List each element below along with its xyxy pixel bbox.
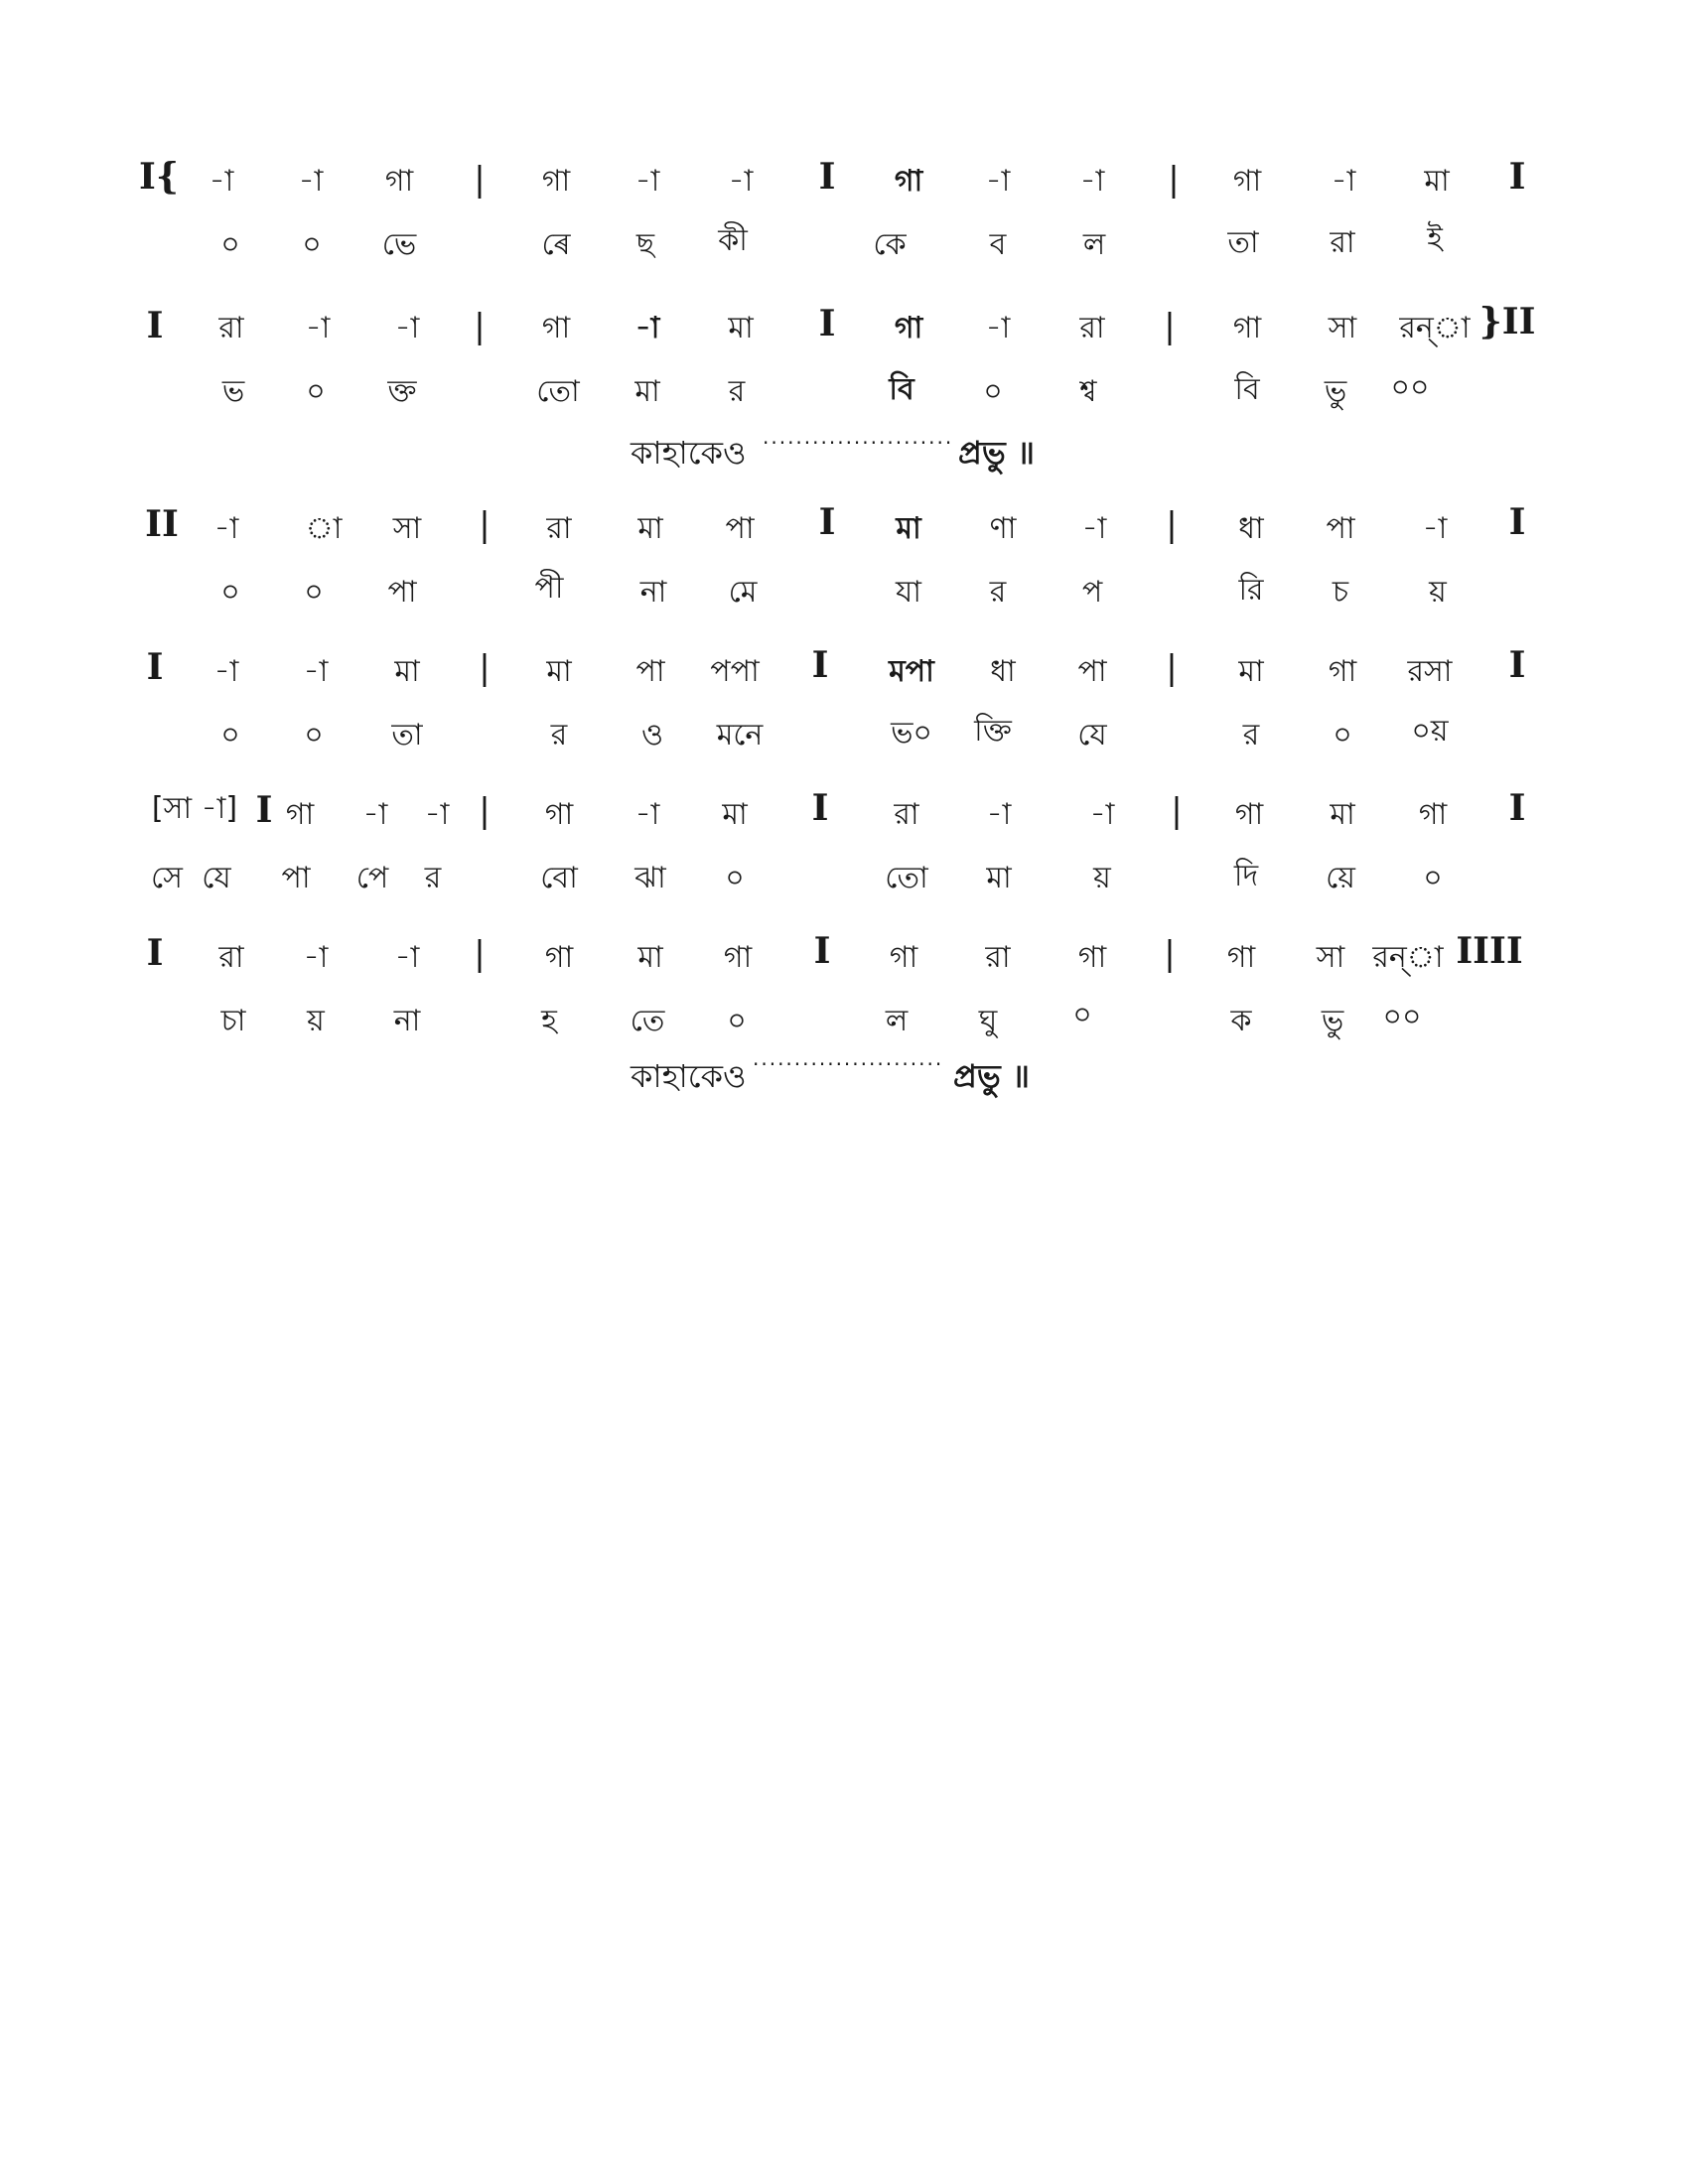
start-barline: I{: [139, 156, 179, 198]
lyric-syllable: র: [1242, 718, 1260, 752]
lyric-syllable: ০: [725, 861, 745, 895]
note: পা: [635, 654, 665, 689]
lyric-syllable: মা: [634, 374, 660, 409]
lyric-syllable: ০০: [1390, 370, 1430, 405]
lyric-syllable: চা: [220, 1004, 246, 1038]
note: -া: [305, 311, 331, 345]
note: গা: [285, 797, 315, 832]
beat-divider: |: [474, 307, 486, 346]
lyric-syllable: না: [393, 1004, 421, 1038]
note: -া: [634, 164, 660, 199]
lyric-syllable: কে: [873, 227, 907, 262]
lyric-syllable: পে: [355, 861, 389, 895]
note: গা: [544, 940, 574, 975]
note: মা: [1330, 797, 1355, 832]
lyric-syllable: ল: [1082, 227, 1106, 262]
lyric-syllable: ভ: [221, 374, 245, 409]
lyric-syllable: তো: [885, 861, 928, 895]
note: গা: [1232, 164, 1262, 199]
refrain-start: কাহাকেও: [631, 1057, 747, 1095]
note: রা: [546, 511, 572, 546]
refrain-start: কাহাকেও: [631, 434, 747, 472]
note: গা: [894, 164, 923, 199]
note: মা: [728, 311, 754, 345]
lyric-syllable: ০: [220, 575, 240, 610]
start-barline: II: [145, 503, 179, 545]
start-barline: I: [146, 932, 164, 974]
pickup-notes: [সা -া]: [151, 791, 238, 826]
barline: I: [1508, 501, 1526, 543]
lyric-syllable: ক্ত: [387, 374, 417, 409]
lyric-syllable: যে: [202, 861, 231, 895]
note: ধা: [990, 654, 1016, 689]
lyric-syllable: য়ে: [1326, 861, 1355, 895]
note: -া: [213, 654, 239, 689]
note: গা: [889, 940, 918, 975]
note: -া: [634, 311, 660, 345]
beat-divider: |: [474, 934, 486, 974]
barline: I: [1508, 156, 1526, 198]
barline: I: [818, 501, 836, 543]
beat-divider: |: [1166, 648, 1178, 688]
note: ধা: [1238, 511, 1264, 546]
note: মা: [722, 797, 748, 832]
lyric-syllable: র: [728, 374, 746, 409]
note: গা: [1328, 654, 1357, 689]
end-barline: }II: [1478, 301, 1536, 342]
note: -া: [298, 164, 324, 199]
beat-divider: |: [1168, 160, 1180, 200]
note: গা: [1226, 940, 1256, 975]
note: -া: [394, 940, 420, 975]
note: -া: [634, 797, 660, 832]
note: রা: [218, 940, 244, 975]
barline: I: [811, 644, 829, 686]
note: মপা: [889, 654, 934, 689]
note: মা: [896, 511, 921, 546]
note: া: [305, 511, 343, 546]
lyric-syllable: ভু: [1321, 1004, 1344, 1038]
note: মা: [1238, 654, 1264, 689]
note: -া: [213, 511, 239, 546]
lyric-syllable: মে: [728, 575, 758, 610]
note: সা: [1316, 940, 1345, 975]
note: -া: [394, 311, 420, 345]
lyric-syllable: ০: [1423, 861, 1443, 895]
note: ণা: [989, 511, 1017, 546]
note: মা: [637, 511, 663, 546]
note: রন্‌া: [1399, 311, 1471, 345]
lyric-syllable: মা: [986, 861, 1012, 895]
note: -া: [362, 797, 388, 832]
note: -া: [209, 164, 234, 199]
refrain-end: প্রভু ॥: [953, 1057, 1030, 1095]
barline: I: [1508, 644, 1526, 686]
note: সা: [392, 511, 422, 546]
lyric-syllable: চ: [1332, 575, 1349, 610]
lyric-syllable: ০: [727, 1004, 747, 1038]
note: গা: [384, 164, 414, 199]
beat-divider: |: [1164, 307, 1176, 346]
lyric-syllable: না: [639, 575, 667, 610]
lyric-syllable: ০: [304, 575, 324, 610]
lyric-syllable: পা: [387, 575, 417, 610]
lyric-syllable: তা: [391, 718, 423, 752]
lyric-syllable: বি: [1234, 372, 1260, 407]
beat-divider: |: [474, 160, 486, 200]
note: গা: [723, 940, 753, 975]
lyric-syllable: ভু: [1324, 374, 1347, 409]
lyric-syllable: ভে: [381, 227, 417, 262]
note: -া: [985, 311, 1011, 345]
lyric-syllable: তো: [536, 374, 580, 409]
lyric-syllable: সে: [151, 861, 183, 895]
lyric-syllable: ভ০: [891, 716, 932, 751]
barline: I: [818, 156, 836, 198]
note: রসা: [1407, 654, 1453, 689]
note: গা: [1232, 311, 1262, 345]
lyric-syllable: ০০: [1382, 1000, 1422, 1034]
lyric-syllable: যে: [1077, 718, 1107, 752]
note: রা: [1079, 311, 1105, 345]
lyric-syllable: ০: [1333, 718, 1352, 752]
lyric-syllable: ০: [220, 718, 240, 752]
lyric-syllable: রি: [1238, 573, 1264, 608]
lyric-syllable: ০য়: [1411, 714, 1449, 749]
lyric-syllable: প: [1081, 575, 1103, 610]
lyric-syllable: ০: [304, 718, 324, 752]
lyric-syllable: শ্ব: [1079, 374, 1097, 409]
beat-divider: |: [1166, 505, 1178, 545]
note: -া: [303, 940, 329, 975]
end-barline: IIII: [1456, 930, 1523, 972]
note: গা: [541, 311, 571, 345]
note: সা: [1328, 311, 1357, 345]
refrain-dots: ·······················: [753, 1052, 944, 1076]
lyric-syllable: ও: [640, 718, 664, 752]
lyric-syllable: র: [989, 575, 1007, 610]
beat-divider: |: [479, 505, 491, 545]
lyric-syllable: ই: [1427, 221, 1443, 256]
beat-divider: |: [479, 648, 491, 688]
barline: I: [818, 303, 836, 344]
lyric-syllable: ছ: [635, 227, 655, 262]
note: মা: [394, 654, 420, 689]
note: মা: [546, 654, 572, 689]
lyric-syllable: দি: [1233, 859, 1259, 893]
lyric-syllable: ক্তি: [974, 714, 1012, 749]
lyric-syllable: যা: [896, 575, 921, 610]
lyric-syllable: য়: [1429, 575, 1447, 610]
note: গা: [544, 797, 574, 832]
note: গা: [894, 311, 923, 345]
note: গা: [1418, 797, 1448, 832]
start-barline: I: [146, 305, 164, 346]
beat-divider: |: [479, 791, 491, 831]
note: রা: [985, 940, 1011, 975]
note: রা: [894, 797, 919, 832]
note: গা: [541, 164, 571, 199]
beat-divider: |: [1171, 791, 1183, 831]
barline: I: [811, 787, 829, 829]
note: -া: [728, 164, 754, 199]
lyric-syllable: ০: [983, 374, 1003, 409]
barline: I: [813, 930, 831, 972]
lyric-syllable: ০: [302, 227, 322, 262]
lyric-syllable: মনে: [716, 718, 764, 752]
lyric-syllable: ক: [1230, 1004, 1252, 1038]
note: -া: [1331, 164, 1356, 199]
note: -া: [1081, 511, 1107, 546]
note: গা: [1077, 940, 1107, 975]
lyric-syllable: ঝা: [634, 861, 666, 895]
note: পা: [1077, 654, 1107, 689]
note: গা: [1234, 797, 1264, 832]
barline: I: [1508, 787, 1526, 829]
lyric-syllable: তে: [630, 1004, 665, 1038]
refrain-dots: ·······················: [763, 431, 954, 455]
lyric-syllable: ০: [306, 374, 326, 409]
note: -া: [1079, 164, 1105, 199]
lyric-syllable: য়: [1093, 861, 1111, 895]
lyric-syllable: রা: [1330, 225, 1355, 260]
note: -া: [986, 797, 1012, 832]
note: -া: [303, 654, 329, 689]
note: রা: [218, 311, 244, 345]
lyric-syllable: ০: [220, 227, 240, 262]
note: পা: [1326, 511, 1355, 546]
lyric-syllable: তা: [1227, 225, 1259, 260]
lyric-syllable: র: [550, 718, 568, 752]
note: পপা: [710, 654, 760, 689]
note: মা: [637, 940, 663, 975]
lyric-syllable: র: [424, 861, 442, 895]
note: -া: [1089, 797, 1115, 832]
lyric-syllable: ব: [989, 227, 1007, 262]
note: পা: [725, 511, 755, 546]
note: মা: [1424, 164, 1450, 199]
start-barline: I: [255, 789, 273, 831]
lyric-syllable: ৰে: [541, 227, 571, 262]
note: -া: [424, 797, 450, 832]
note: -া: [1422, 511, 1448, 546]
lyric-syllable: হ: [541, 1004, 557, 1038]
lyric-syllable: য়: [307, 1004, 325, 1038]
note: রন্‌া: [1372, 940, 1444, 975]
beat-divider: |: [1164, 934, 1176, 974]
lyric-syllable: ল: [885, 1004, 909, 1038]
lyric-syllable: বি: [889, 372, 914, 407]
lyric-syllable: পী: [534, 571, 564, 606]
lyric-syllable: কী: [718, 223, 748, 258]
lyric-syllable: ০: [1072, 998, 1092, 1032]
note: -া: [985, 164, 1011, 199]
start-barline: I: [146, 646, 164, 688]
lyric-syllable: পা: [281, 861, 311, 895]
lyric-syllable: ঘু: [978, 1004, 998, 1038]
refrain-end: প্রভু ॥: [958, 434, 1035, 472]
lyric-syllable: বো: [540, 861, 578, 895]
